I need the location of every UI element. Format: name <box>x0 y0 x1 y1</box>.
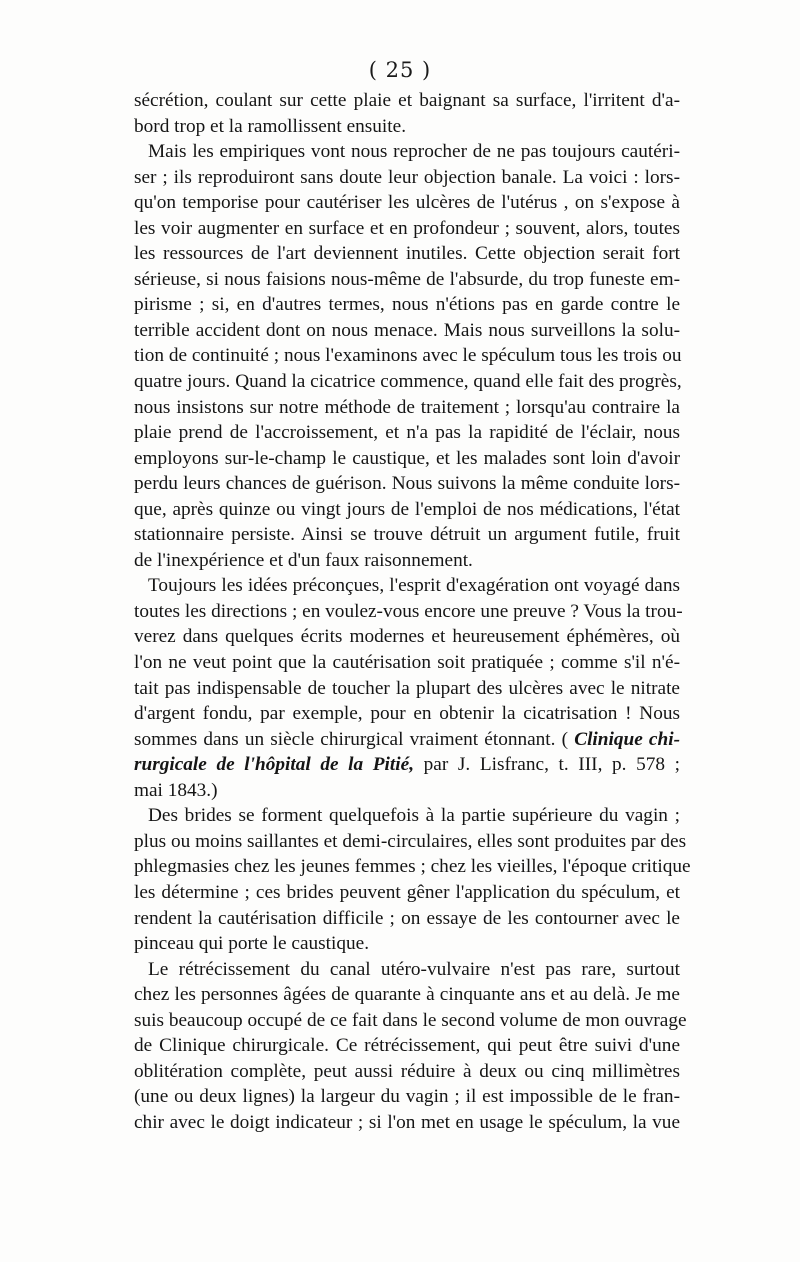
text-line: d'argent fondu, par exemple, pour en obtenir la cicatrisation ! Nous <box>134 703 680 725</box>
text-line: Des brides se forment quelquefois à la partie supérieure du vagin ; <box>148 805 680 827</box>
text-line: tion de continuité ; nous l'examinons avec le spéculum tous les trois ou <box>134 345 682 367</box>
text-fragment: sommes dans un siècle chirurgical vraiment étonnant. ( <box>134 728 575 750</box>
text-line: employons sur-le-champ le caustique, et les malades sont loin d'avoir <box>134 447 680 469</box>
text-line-with-citation <box>134 727 680 753</box>
text-line: les détermine ; ces brides peuvent gêner l'application du spéculum, et <box>134 881 680 903</box>
text-line: terrible accident dont on nous menace. Mais nous surveillons la solu- <box>134 319 680 341</box>
text-line: qu'on temporise pour cautériser les ulcères de l'utérus , on s'expose à <box>134 192 680 214</box>
text-line: Le rétrécissement du canal utéro-vulvaire n'est pas rare, surtout <box>148 958 680 980</box>
text-line: stationnaire persiste. Ainsi se trouve détruit un argument futile, fruit <box>134 524 680 546</box>
text-line: les voir augmenter en surface et en profondeur ; souvent, alors, toutes <box>134 217 680 239</box>
text-line: verez dans quelques écrits modernes et heureusement éphémères, où <box>134 626 680 648</box>
text-line: tait pas indispensable de toucher la plupart des ulcères avec le nitrate <box>134 677 680 699</box>
text-line: suis beaucoup occupé de ce fait dans le second volume de mon ouvrage <box>134 1009 687 1031</box>
text-line-with-citation <box>134 752 680 778</box>
citation-date: mai 1843.) <box>134 779 218 801</box>
text-line: chir avec le doigt indicateur ; si l'on met en usage le spéculum, la vue <box>134 1111 680 1133</box>
text-line: Toujours les idées préconçues, l'esprit d'exagération ont voyagé dans <box>148 575 680 597</box>
text-line: nous insistons sur notre méthode de traitement ; lorsqu'au contraire la <box>134 396 680 418</box>
text-line: de l'inexpérience et d'un faux raisonnement. <box>134 549 473 571</box>
text-line: perdu leurs chances de guérison. Nous suivons la même conduite lors- <box>134 473 680 495</box>
text-line: bord trop et la ramollissent ensuite. <box>134 115 407 137</box>
text-line: rendent la cautérisation difficile ; on essaye de les contourner avec le <box>134 907 680 929</box>
text-line: les ressources de l'art deviennent inutiles. Cette objection serait fort <box>134 243 680 265</box>
text-line: phlegmasies chez les jeunes femmes ; chez les vieilles, l'époque critique <box>134 856 691 878</box>
citation-reference: par J. Lisfranc, t. III, p. 578 ; <box>414 754 681 776</box>
text-line: sérieuse, si nous faisions nous-même de l'absurde, du trop funeste em- <box>134 268 680 290</box>
text-line: sécrétion, coulant sur cette plaie et baignant sa surface, l'irritent d'a- <box>134 90 680 111</box>
text-line: Mais les empiriques vont nous reprocher de ne pas toujours cautéri- <box>148 141 680 163</box>
text-line: plus ou moins saillantes et demi-circulaires, elles sont produites par des <box>134 830 687 852</box>
text-line: l'on ne veut point que la cautérisation soit pratiquée ; comme s'il n'é- <box>134 652 680 674</box>
text-line: oblitération complète, peut aussi réduire à deux ou cinq millimètres <box>134 1060 680 1082</box>
citation-title: rurgicale de l'hôpital de la Pitié, <box>134 754 415 776</box>
text-line: de Clinique chirurgicale. Ce rétrécissement, qui peut être suivi d'une <box>134 1035 680 1057</box>
body-text <box>134 88 691 1135</box>
text-line: quatre jours. Quand la cicatrice commence, quand elle fait des progrès, <box>134 371 682 393</box>
page-number: ( 25 ) <box>368 58 432 82</box>
text-line: plaie prend de l'accroissement, et n'a pas la rapidité de l'éclair, nous <box>134 422 680 444</box>
text-line: ser ; ils reproduiront sans doute leur objection banale. La voici : lors- <box>134 166 680 188</box>
text-line: pinceau qui porte le caustique. <box>134 933 370 955</box>
citation-title: Clinique chi- <box>574 728 680 750</box>
text-line: chez les personnes âgées de quarante à cinquante ans et au delà. Je me <box>134 984 680 1006</box>
text-line: que, après quinze ou vingt jours de l'emploi de nos médications, l'état <box>134 498 680 520</box>
text-line: toutes les directions ; en voulez-vous encore une preuve ? Vous la trou- <box>134 600 683 622</box>
text-line: (une ou deux lignes) la largeur du vagin ; il est impossible de le fran- <box>134 1086 680 1108</box>
text-line: pirisme ; si, en d'autres termes, nous n'étions pas en garde contre le <box>134 294 680 316</box>
